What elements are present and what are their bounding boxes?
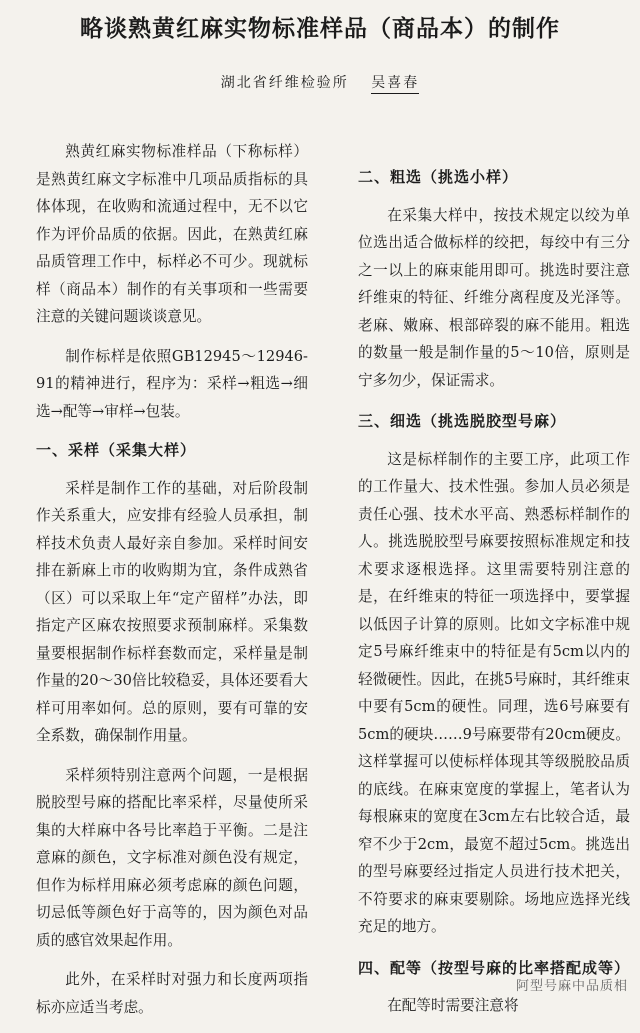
rough-selection-paragraph: 在采集大样中，按技术规定以绞为单位选出适合做标样的绞把，每绞中有三分之一以上的麻束能用即可。挑选时要注意纤维束的特征、纤维分离程度及光泽等。老麻、嫩麻、根部碎裂的麻不能用。粗选的数量一般是制作量的5～10倍，原则是宁多勿少，保证需求。 xyxy=(358,206,630,389)
section-heading-grading: 四、配等（按型号麻的比率搭配成等） xyxy=(358,958,631,977)
intro-paragraph: 熟黄红麻实物标准样品（下称标样）是熟黄红麻文字标准中几项品质指标的具体体现，在收购和流通过程中，无不以它作为评价品质的依据。因此，在熟黄红麻品质管理工作中，标样必不可少。现就标样（商品本）制作的有关事项和一些需要注意的关键问题谈谈意见。 xyxy=(36,143,308,325)
grading-paragraph: 在配等时需要注意将 xyxy=(387,997,519,1014)
sampling-paragraph-1: 采样是制作工作的基础，对后阶段制作关系重大，应安排有经验人员承担，制样技术负责人最好亲自参加。采样时间安排在新麻上市的收购期为宜，条件成熟省（区）可以采取上年“定产留样”办法，即指定产区麻农按照要求预制麻样。采集数量要根据制作标样套数而定，采样量是制作量的20～30倍比较稳妥，具体还要看大样可用率如何。总的原则，要有可靠的安全系数，确保制作用量。 xyxy=(36,479,308,744)
sampling-paragraph-2: 采样须特别注意两个问题，一是根据脱胶型号麻的搭配比率采样，尽量使所采集的大样麻中各号比率趋于平衡。二是注意麻的颜色，文字标准对颜色没有规定，但作为标样用麻必须考虑麻的颜色问题，切忌低等颜色好于高等的，因为颜色对品质的感官效果起作用。 xyxy=(36,766,308,949)
watermark: 阿型号麻中品质相 xyxy=(515,979,628,994)
page-title: 略谈熟黄红麻实物标准样品（商品本）的制作 xyxy=(80,15,560,42)
sampling-paragraph-3: 此外，在采样时对强力和长度两项指标亦应适当考虑。 xyxy=(36,971,308,1016)
author-name: 吴喜春 xyxy=(371,75,419,94)
fine-selection-paragraph: 这是标样制作的主要工序，此项工作的工作量大、技术性强。参加人员必须是责任心强、技术水平高、熟悉标样制作的人。挑选脱胶型号麻要按照标准规定和技术要求逐根选择。这里需要特别注意的是，在纤维束的特征一项选择中，要掌握以低因子计算的原则。比如文字标准中规定5号麻纤维束中的特征是有5cm以内的轻微硬性。因此，在挑5号麻时，其纤维束中要有5cm的硬性。同理，选6号麻要有5cm的硬块……9号麻要带有20cm硬皮。这样掌握可以使标样体现其等级脱胶品质的底线。在麻束宽度的掌握上，笔者认为每根麻束的宽度在3cm左右比较合适，最窄不少于2cm，最宽不超过5cm。挑选出的型号麻要经过指定人员进行技术把关，不符要求的麻束要剔除。场地应选择光线充足的地方。 xyxy=(358,450,630,935)
affiliation: 湖北省纤维检验所 xyxy=(220,75,349,91)
section-heading-sampling: 一、采样（采集大样） xyxy=(36,441,197,459)
section-heading-fine-selection: 三、细选（挑选脱胶型号麻） xyxy=(358,412,567,430)
right-column xyxy=(358,150,630,1032)
basis-paragraph: 制作标样是依照GB12945～12946-91的精神进行，程序为：采样→粗选→细选→配等→审样→包装。 xyxy=(36,347,308,420)
byline xyxy=(0,72,640,92)
left-column xyxy=(36,138,308,1033)
section-heading-rough-selection: 二、粗选（挑选小样） xyxy=(358,168,519,186)
